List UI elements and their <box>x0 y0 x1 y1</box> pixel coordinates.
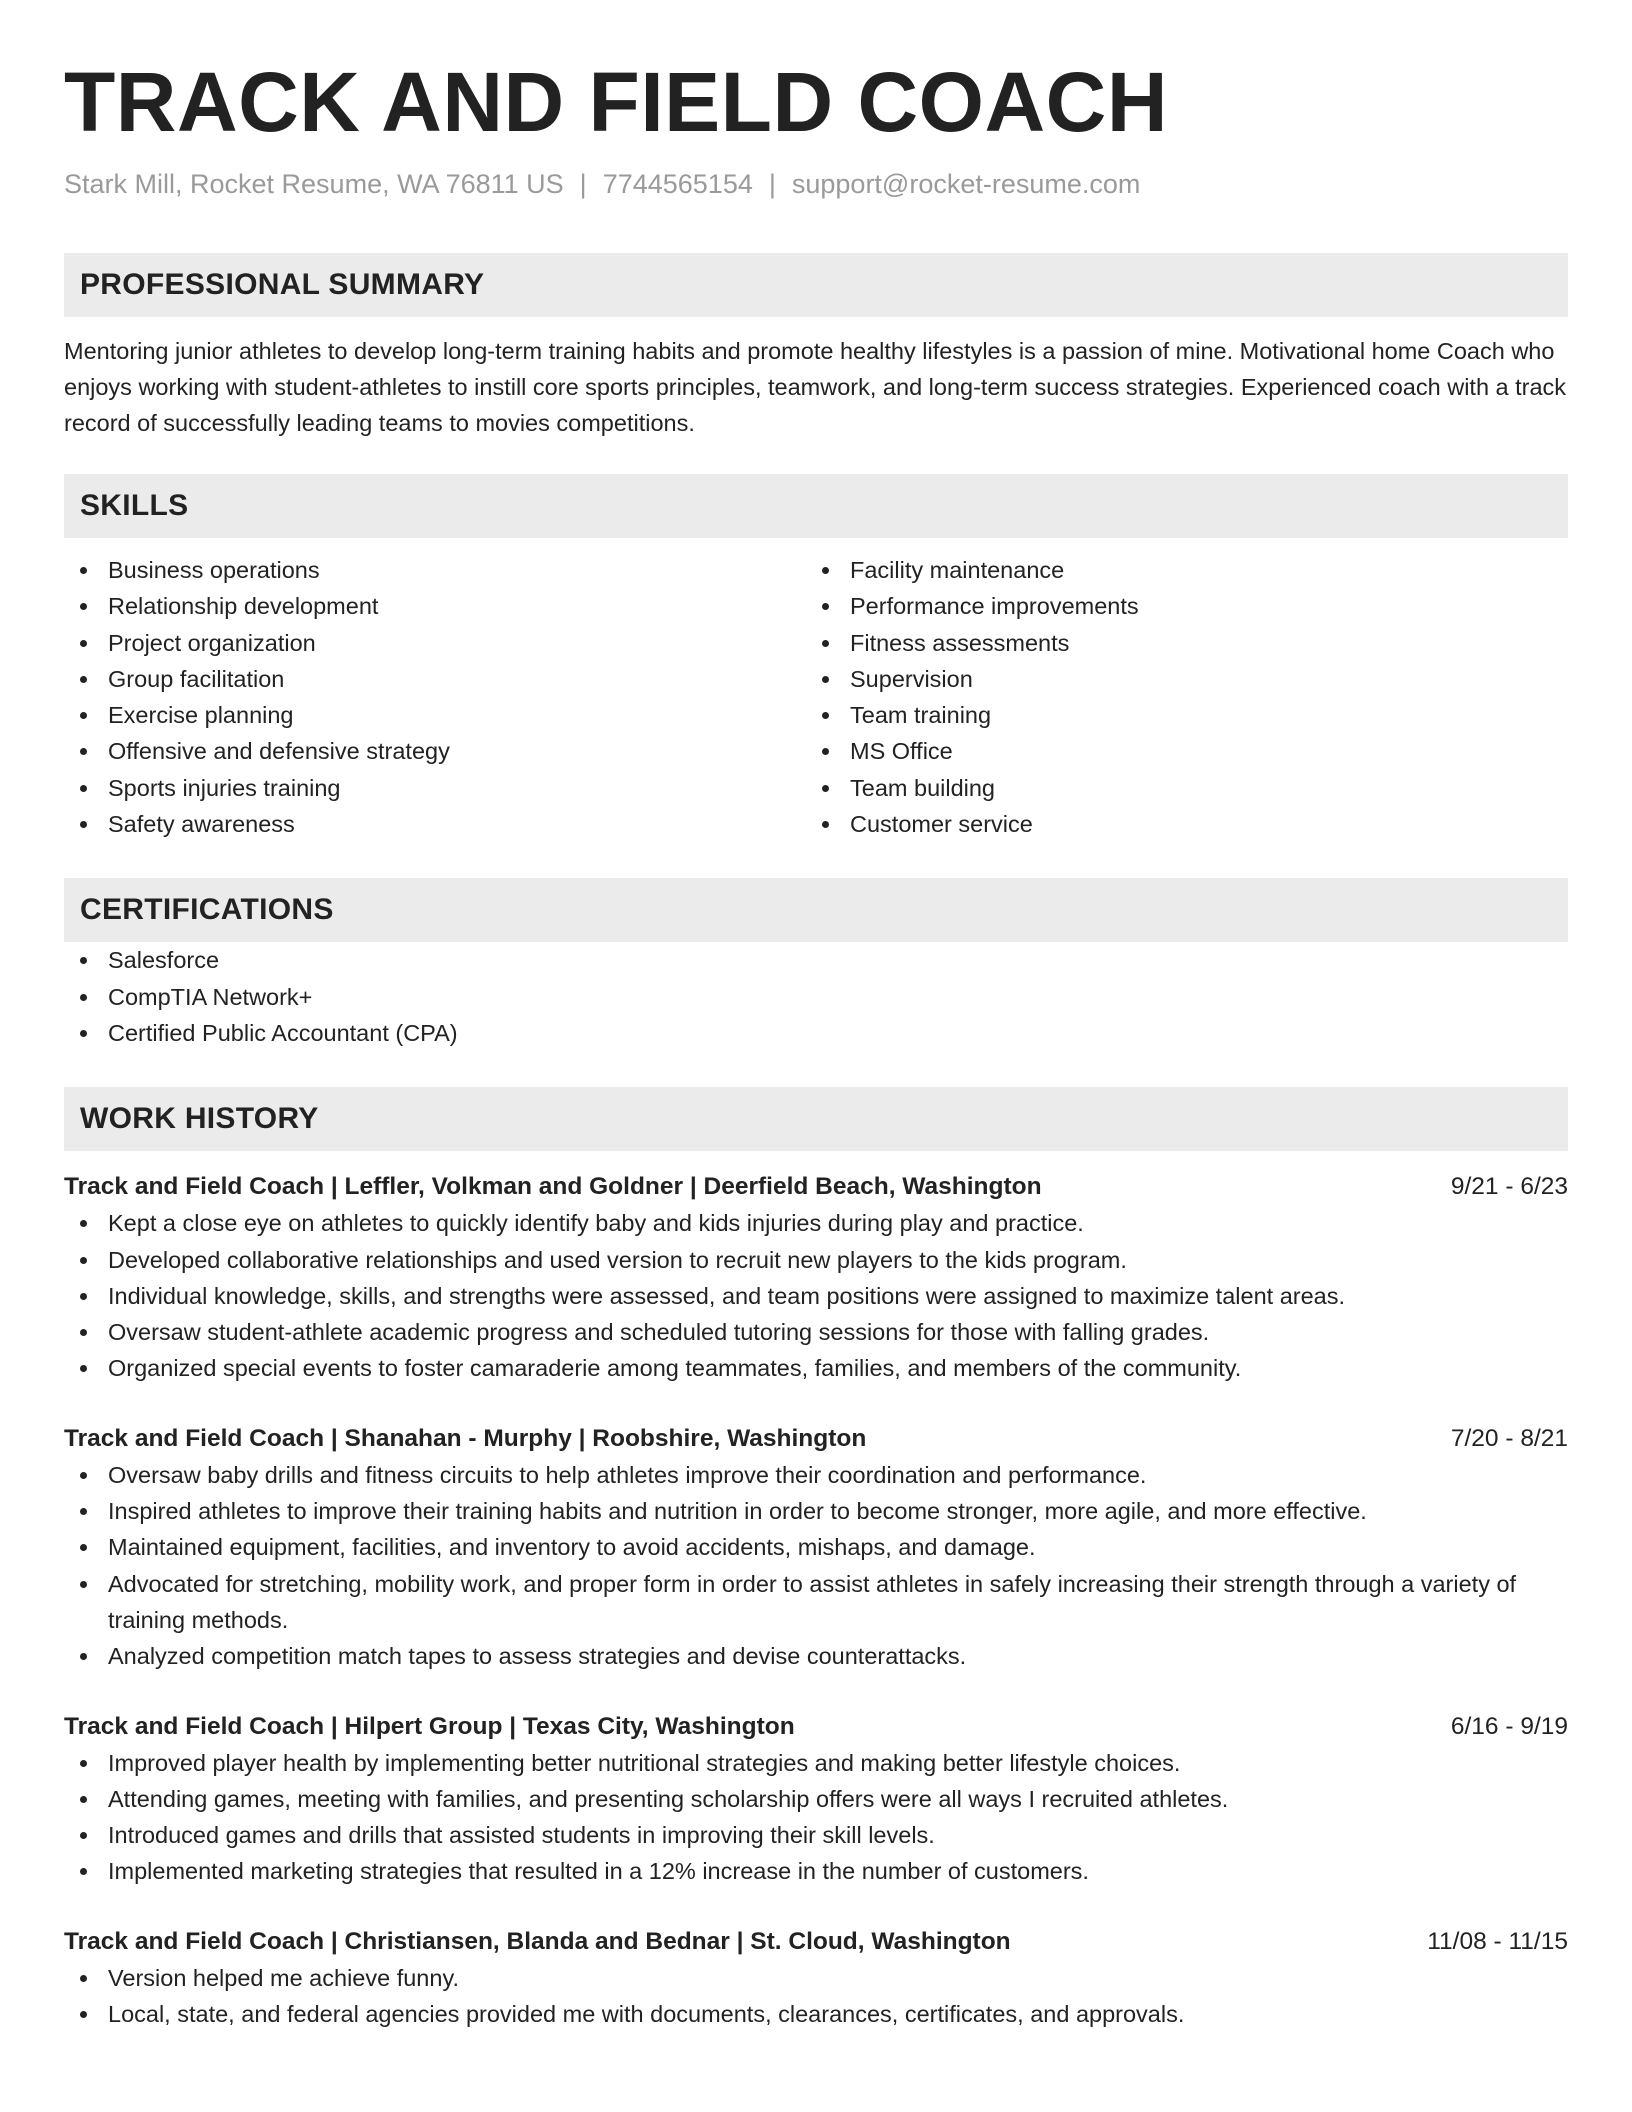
job-bullet: Implemented marketing strategies that resulted in a 12% increase in the number of customers. <box>64 1853 1568 1889</box>
skills-list-left <box>64 552 806 842</box>
job-title: Track and Field Coach | Hilpert Group | Texas City, Washington <box>64 1712 795 1740</box>
job-entry <box>64 1924 1568 2033</box>
job-bullet: Analyzed competition match tapes to assess strategies and devise counterattacks. <box>64 1638 1568 1674</box>
section-header-summary: PROFESSIONAL SUMMARY <box>64 253 1568 317</box>
job-dates: 6/16 - 9/19 <box>1450 1712 1568 1740</box>
certifications-list <box>64 942 1568 1051</box>
job-bullet: Oversaw student-athlete academic progress and scheduled tutoring sessions for those with falling grades. <box>64 1314 1568 1350</box>
certification-item: Salesforce <box>64 942 1568 978</box>
job-bullets <box>64 1457 1568 1675</box>
job-header <box>64 1924 1568 1960</box>
summary-text: Mentoring junior athletes to develop long-term training habits and promote healthy lifestyles is a passion of mine. Motivational home Coach who enjoys working with student-athletes to instill core sports principles, teamwork, and long-term success strategies. Experienced coach with a track record of successfully leading teams to movies competitions. <box>64 338 1567 436</box>
job-bullet: Advocated for stretching, mobility work, and proper form in order to assist athletes in safely increasing their strength through a variety of training methods. <box>64 1566 1568 1639</box>
job-title: Track and Field Coach | Shanahan - Murphy | Roobshire, Washington <box>64 1424 867 1452</box>
section-header-certifications: CERTIFICATIONS <box>64 878 1568 942</box>
contact-separator: | <box>579 169 587 199</box>
skill-item: Team training <box>806 697 1548 733</box>
job-entry <box>64 1169 1568 1386</box>
job-dates: 9/21 - 6/23 <box>1450 1173 1568 1201</box>
job-header <box>64 1421 1568 1457</box>
contact-email: support@rocket-resume.com <box>791 169 1141 199</box>
skill-item: MS Office <box>806 733 1548 769</box>
skill-item: Customer service <box>806 806 1548 842</box>
contact-phone: 7744565154 <box>602 169 753 199</box>
job-header <box>64 1709 1568 1745</box>
job-bullet: Attending games, meeting with families, and presenting scholarship offers were all ways I recruited athletes. <box>64 1781 1568 1817</box>
skills-list-right <box>806 552 1548 842</box>
skill-item: Exercise planning <box>64 697 806 733</box>
skill-item: Sports injuries training <box>64 770 806 806</box>
job-bullet: Maintained equipment, facilities, and inventory to avoid accidents, mishaps, and damage. <box>64 1529 1568 1565</box>
job-bullet: Individual knowledge, skills, and strengths were assessed, and team positions were assigned to maximize talent areas. <box>64 1278 1568 1314</box>
section-header-skills: SKILLS <box>64 474 1568 538</box>
contact-line <box>64 166 1568 202</box>
job-bullet: Oversaw baby drills and fitness circuits to help athletes improve their coordination and performance. <box>64 1457 1568 1493</box>
job-bullet: Introduced games and drills that assisted students in improving their skill levels. <box>64 1817 1568 1853</box>
job-dates: 11/08 - 11/15 <box>1427 1927 1568 1955</box>
skill-item: Performance improvements <box>806 588 1548 624</box>
skill-item: Team building <box>806 770 1548 806</box>
job-bullet: Organized special events to foster camaraderie among teammates, families, and members of the community. <box>64 1350 1568 1386</box>
job-bullet: Improved player health by implementing better nutritional strategies and making better lifestyle choices. <box>64 1745 1568 1781</box>
job-bullet: Kept a close eye on athletes to quickly identify baby and kids injuries during play and practice. <box>64 1205 1568 1241</box>
job-bullet: Version helped me achieve funny. <box>64 1960 1568 1996</box>
skill-item: Fitness assessments <box>806 625 1548 661</box>
skill-item: Facility maintenance <box>806 552 1548 588</box>
job-dates: 7/20 - 8/21 <box>1450 1424 1568 1452</box>
job-bullet: Developed collaborative relationships and used version to recruit new players to the kids program. <box>64 1242 1568 1278</box>
certification-item: Certified Public Accountant (CPA) <box>64 1015 1568 1051</box>
skill-item: Supervision <box>806 661 1548 697</box>
skill-item: Business operations <box>64 552 806 588</box>
candidate-name: TRACK AND FIELD COACH <box>64 55 1168 149</box>
job-bullets <box>64 1205 1568 1386</box>
section-header-work-history: WORK HISTORY <box>64 1087 1568 1151</box>
skills-grid <box>64 552 1568 842</box>
job-title: Track and Field Coach | Christiansen, Blanda and Bednar | St. Cloud, Washington <box>64 1927 1011 1955</box>
job-bullet: Local, state, and federal agencies provided me with documents, clearances, certificates, and approvals. <box>64 1996 1568 2032</box>
job-header <box>64 1169 1568 1205</box>
job-bullet: Inspired athletes to improve their training habits and nutrition in order to become stronger, more agile, and more effective. <box>64 1493 1568 1529</box>
certification-item: CompTIA Network+ <box>64 979 1568 1015</box>
skill-item: Group facilitation <box>64 661 806 697</box>
job-bullets <box>64 1745 1568 1890</box>
job-bullets <box>64 1960 1568 2033</box>
job-entry <box>64 1421 1568 1675</box>
contact-address: Stark Mill, Rocket Resume, WA 76811 US <box>64 169 564 199</box>
contact-separator: | <box>768 169 776 199</box>
skill-item: Relationship development <box>64 588 806 624</box>
skill-item: Safety awareness <box>64 806 806 842</box>
job-entry <box>64 1709 1568 1890</box>
job-title: Track and Field Coach | Leffler, Volkman and Goldner | Deerfield Beach, Washington <box>64 1173 1042 1201</box>
skill-item: Offensive and defensive strategy <box>64 733 806 769</box>
skill-item: Project organization <box>64 625 806 661</box>
